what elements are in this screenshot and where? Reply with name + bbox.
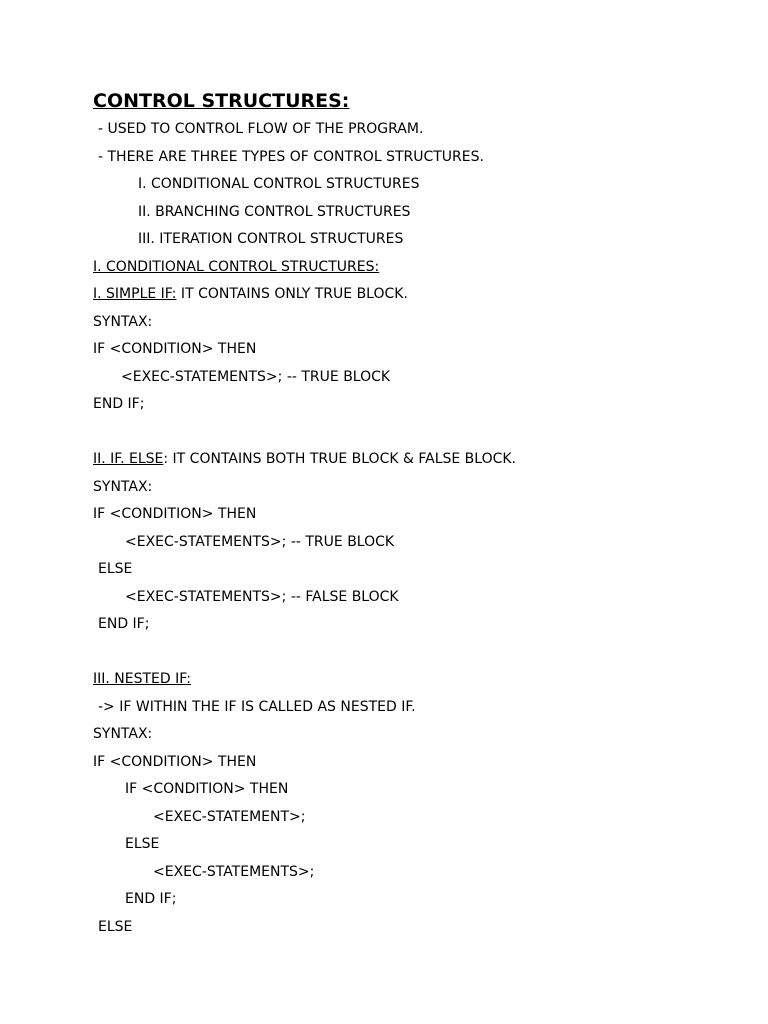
code-line: END IF; <box>125 891 177 907</box>
intro-line-2: - THERE ARE THREE TYPES OF CONTROL STRUCTURES. <box>98 148 484 165</box>
type-item-1: I. CONDITIONAL CONTROL STRUCTURES <box>138 176 420 192</box>
nested-if-label: III. NESTED IF: <box>93 671 191 687</box>
intro-line-1: - USED TO CONTROL FLOW OF THE PROGRAM. <box>98 121 424 137</box>
code-line: ELSE <box>98 918 133 935</box>
code-line: IF <CONDITION> THEN <box>93 341 257 357</box>
if-else-desc: : IT CONTAINS BOTH TRUE BLOCK & FALSE BLOCK. <box>163 451 517 467</box>
section-heading: I. CONDITIONAL CONTROL STRUCTURES: <box>93 258 380 275</box>
spacer <box>93 639 733 667</box>
simple-if-label: I. SIMPLE IF: <box>93 286 177 302</box>
type-item-3: III. ITERATION CONTROL STRUCTURES <box>138 231 404 247</box>
code-line: <EXEC-STATEMENTS>; <box>153 863 315 880</box>
code-line: <EXEC-STATEMENTS>; -- FALSE BLOCK <box>125 588 399 605</box>
nested-if-desc: -> IF WITHIN THE IF IS CALLED AS NESTED IF. <box>98 698 416 715</box>
code-line: END IF; <box>93 396 145 412</box>
code-line: ELSE <box>125 836 160 852</box>
spacer <box>93 419 733 447</box>
code-line: <EXEC-STATEMENTS>; -- TRUE BLOCK <box>125 533 395 550</box>
if-else-syntax-label: SYNTAX: <box>93 478 153 495</box>
nested-if-heading <box>93 666 733 694</box>
code-line: IF <CONDITION> THEN <box>93 506 257 522</box>
code-line: IF <CONDITION> THEN <box>93 753 257 770</box>
if-else-heading <box>93 446 733 474</box>
code-line: <EXEC-STATEMENTS>; -- TRUE BLOCK <box>121 368 391 385</box>
code-line: IF <CONDITION> THEN <box>125 781 289 797</box>
simple-if-syntax-label: SYNTAX: <box>93 313 153 330</box>
code-line: END IF; <box>98 616 150 632</box>
page-title: CONTROL STRUCTURES: <box>93 90 350 112</box>
code-line: ELSE <box>98 561 133 577</box>
simple-if-heading <box>93 281 733 309</box>
nested-if-syntax-label: SYNTAX: <box>93 726 153 742</box>
document-page <box>93 86 733 941</box>
simple-if-desc: IT CONTAINS ONLY TRUE BLOCK. <box>176 286 408 302</box>
type-item-2: II. BRANCHING CONTROL STRUCTURES <box>138 203 411 220</box>
code-line: <EXEC-STATEMENT>; <box>153 808 306 825</box>
if-else-label: II. IF. ELSE <box>93 451 164 467</box>
